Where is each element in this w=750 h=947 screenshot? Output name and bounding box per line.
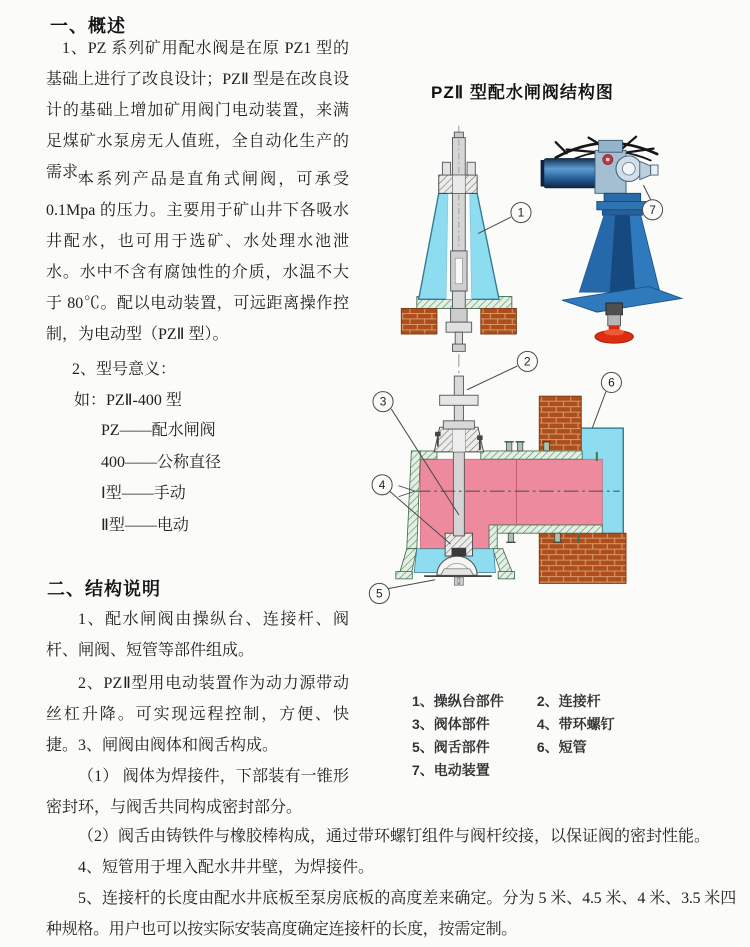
- legend-item-3: 3、阀体部件: [412, 716, 490, 732]
- model-item-list: [101, 415, 221, 541]
- structure-paragraph-2: 2、PZⅡ型用电动装置作为动力源带动丝杠升降。可实现远程控制，方便、快捷。: [46, 675, 349, 754]
- structure-paragraph-3: 3、闸阀由阀体和阀舌构成。: [78, 737, 279, 754]
- structure-paragraph-1: 1、配水闸阀由操纵台、连接杆、阀杆、闸阀、短管等部件组成。: [46, 611, 349, 659]
- bottom-paragraphs: [46, 821, 736, 945]
- model-example: 如：PZⅡ-400 型: [74, 392, 182, 409]
- valve-assembly-drawing: [396, 396, 626, 585]
- callout-number-3: 3: [379, 394, 387, 409]
- legend-item-6: 6、短管: [536, 739, 587, 755]
- model-item-type2: Ⅱ型——电动: [101, 516, 189, 534]
- model-item-400: 400——公称直径: [101, 453, 222, 471]
- console-part-drawing: [401, 132, 516, 349]
- brick-wall-lower: [539, 533, 626, 583]
- section-heading-overview: 一、概述: [50, 16, 126, 36]
- legend-item-2: 2、连接杆: [536, 693, 601, 709]
- callout-number-5: 5: [376, 586, 383, 601]
- section-heading-structure: 二、结构说明: [47, 579, 161, 599]
- callout-number-4: 4: [378, 477, 386, 492]
- electric-actuator-photo: [541, 137, 682, 343]
- legend-item-7: 7、电动装置: [412, 762, 490, 778]
- structure-paragraph-3-1: （1） 阀体为焊接件，下部装有一锥形密封环，与阀舌共同构成密封部分。: [46, 768, 349, 816]
- legend-item-4: 4、带环螺钉: [536, 716, 615, 732]
- structure-paragraph-5: 5、连接杆的长度由配水井底板至泵房底板的高度差来确定。分为 5 米、4.5 米、4 米、3.5 米四种规格。用户也可以按实际安装高度确定连接杆的长度，按需定制。: [46, 890, 736, 938]
- overview-paragraph-2: 本系列产品是直角式闸阀，可承受 0.1Mpa 的压力。主要用于矿山井下各吸水井配水，也可用于选矿、水处理水池泄水。水中不含有腐蚀性的介质，水温不大于 80℃。配以电动装置，可远距离操作控制，为电动型（PZⅡ 型）。: [46, 171, 349, 343]
- legend-item-1: 1、操纵台部件: [412, 693, 504, 709]
- legend-item-5: 5、阀舌部件: [412, 739, 490, 755]
- callout-number-2: 2: [524, 354, 531, 369]
- callout-number-6: 6: [608, 375, 615, 390]
- model-item-pz: PZ——配水闸阀: [101, 422, 216, 439]
- structure-paragraph-4: 4、短管用于埋入配水井井壁，为焊接件。: [78, 859, 375, 876]
- model-meaning-heading: 2、型号意义：: [72, 361, 177, 378]
- diagram-legend: [412, 690, 615, 782]
- diagram-title: PZⅡ 型配水闸阀结构图: [431, 83, 614, 102]
- structure-paragraph-3-2: （2）阀舌由铸铁件与橡胶棒构成，通过带环螺钉组件与阀杆绞接，以保证阀的密封性能。: [78, 828, 711, 845]
- callout-number-7: 7: [649, 202, 656, 217]
- callout-number-1: 1: [517, 205, 525, 220]
- overview-paragraph-1: 1、PZ 系列矿用配水阀是在原 PZ1 型的基础上进行了改良设计；PZⅡ 型是在改良设计的基础上增加矿用阀门电动装置，来满足煤矿水泵房无人值班，全自动化生产的需求。: [46, 40, 349, 181]
- model-item-type1: Ⅰ型——手动: [101, 485, 186, 502]
